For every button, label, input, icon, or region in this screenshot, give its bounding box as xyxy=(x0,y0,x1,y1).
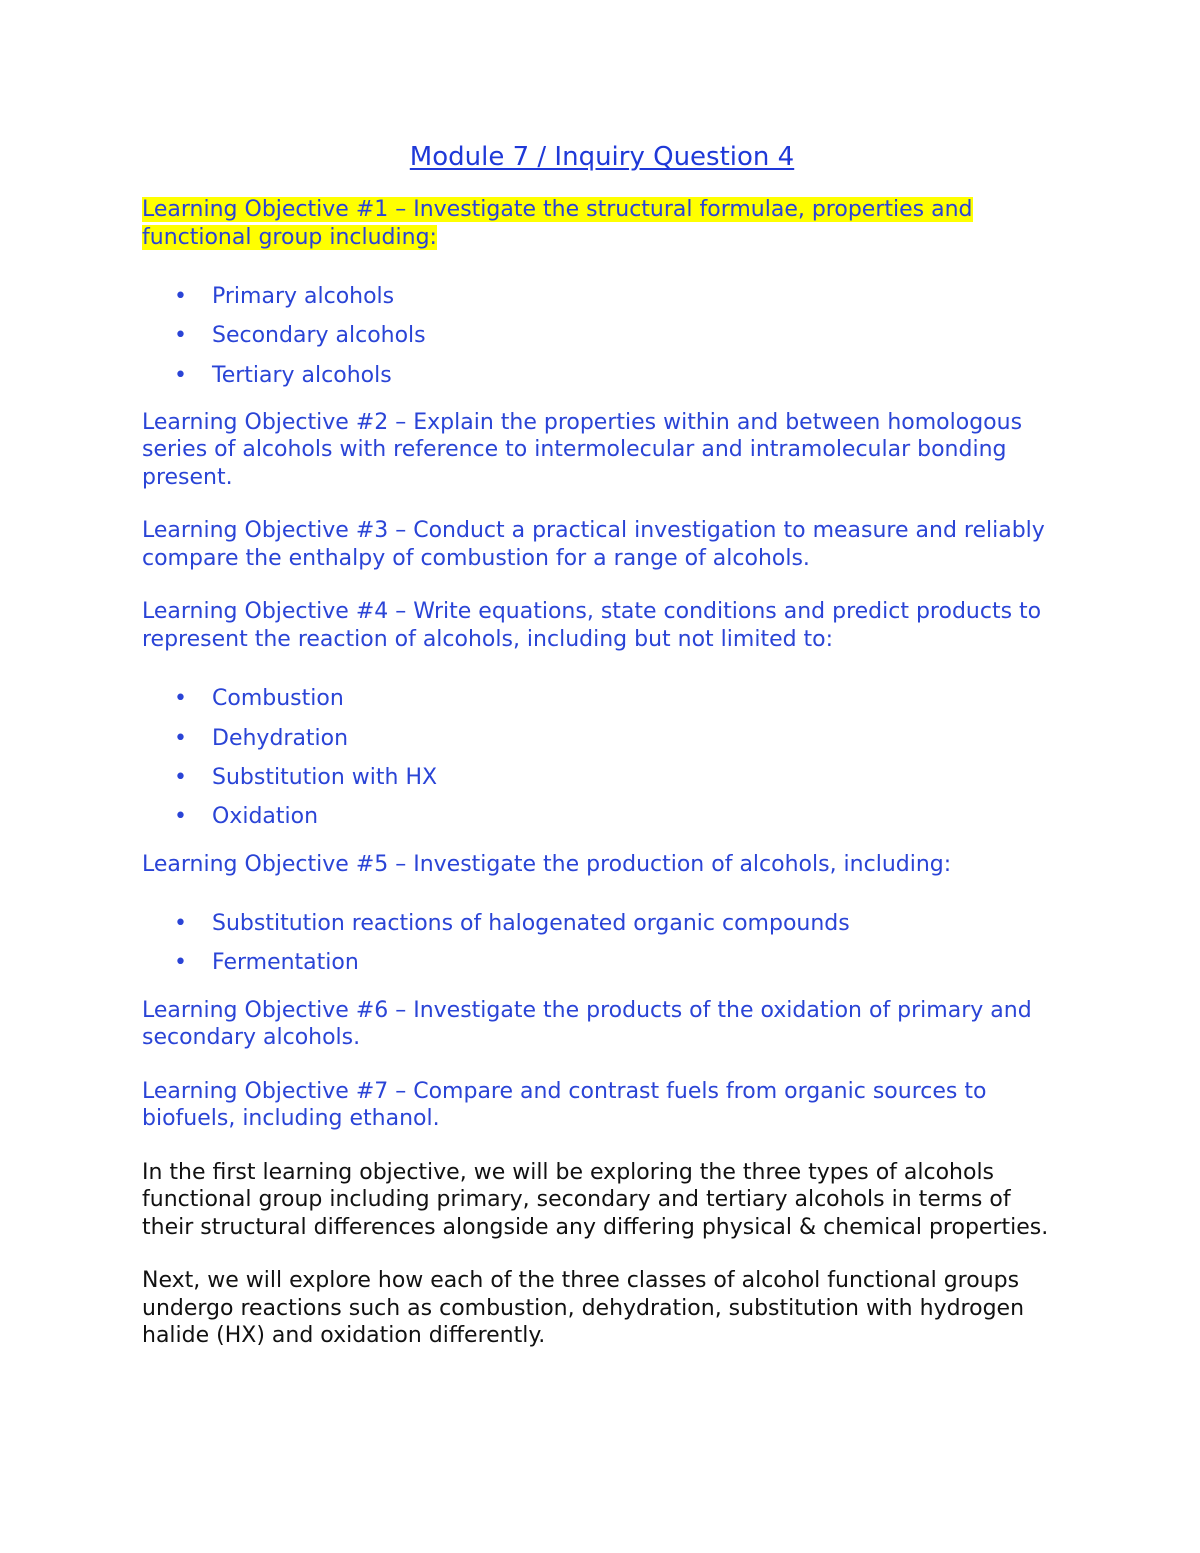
bullet-icon: • xyxy=(174,362,187,388)
bullet-icon: • xyxy=(174,950,187,976)
intro-paragraph: In the first learning objective, we will be exploring the three types of alcohols functional group including primary, secondary and tertiary alcohols in terms of their structural differences alongside any differing physical & chemical properties. xyxy=(142,1159,1049,1240)
list-item: • Substitution reactions of halogenated organic compounds xyxy=(142,904,1062,943)
learning-objective-6: Learning Objective #6 – Investigate the products of the oxidation of primary and secondary alcohols. xyxy=(142,997,1032,1051)
list-item: • Combustion xyxy=(142,679,1062,718)
list-item: • Substitution with HX xyxy=(142,758,1062,797)
list-item: • Tertiary alcohols xyxy=(142,356,1062,395)
learning-objective-1 xyxy=(142,196,1062,251)
learning-objective-3: Learning Objective #3 – Conduct a practical investigation to measure and reliably compare the enthalpy of combustion for a range of alcohols. xyxy=(142,518,1045,571)
learning-objective-4: Learning Objective #4 – Write equations, state conditions and predict products to represent the reaction of alcohols, including but not limited to: xyxy=(142,599,1042,652)
bullet-icon: • xyxy=(174,686,187,712)
objective-4-bullet-list xyxy=(142,679,1062,836)
bullet-icon: • xyxy=(174,911,187,937)
list-item: • Dehydration xyxy=(142,719,1062,758)
learning-objective-5: Learning Objective #5 – Investigate the production of alcohols, including: xyxy=(142,851,952,877)
list-item: • Oxidation xyxy=(142,797,1062,836)
learning-objective-7: Learning Objective #7 – Compare and contrast fuels from organic sources to biofuels, including ethanol. xyxy=(142,1078,987,1132)
objective-1-bullet-list xyxy=(142,277,1062,395)
highlighted-objective-text: Learning Objective #1 – Investigate the structural formulae, properties and functional group including: xyxy=(142,197,973,250)
bullet-icon: • xyxy=(174,323,187,349)
list-item: • Fermentation xyxy=(142,943,1062,982)
bullet-icon: • xyxy=(174,804,187,830)
list-item: • Secondary alcohols xyxy=(142,316,1062,355)
bullet-icon: • xyxy=(174,764,187,790)
next-paragraph: Next, we will explore how each of the three classes of alcohol functional groups undergo reactions such as combustion, dehydration, substitution with hydrogen halide (HX) and oxidation differently. xyxy=(142,1268,1025,1349)
objective-5-bullet-list xyxy=(142,904,1062,983)
learning-objective-2: Learning Objective #2 – Explain the properties within and between homologous series of alcohols with reference to intermolecular and intramolecular bonding present. xyxy=(142,409,1023,490)
page-title: Module 7 / Inquiry Question 4 xyxy=(409,142,795,172)
document-page xyxy=(142,140,1062,1376)
bullet-icon: • xyxy=(174,284,187,309)
list-item: • Primary alcohols xyxy=(142,277,1062,316)
bullet-icon: • xyxy=(174,725,187,751)
